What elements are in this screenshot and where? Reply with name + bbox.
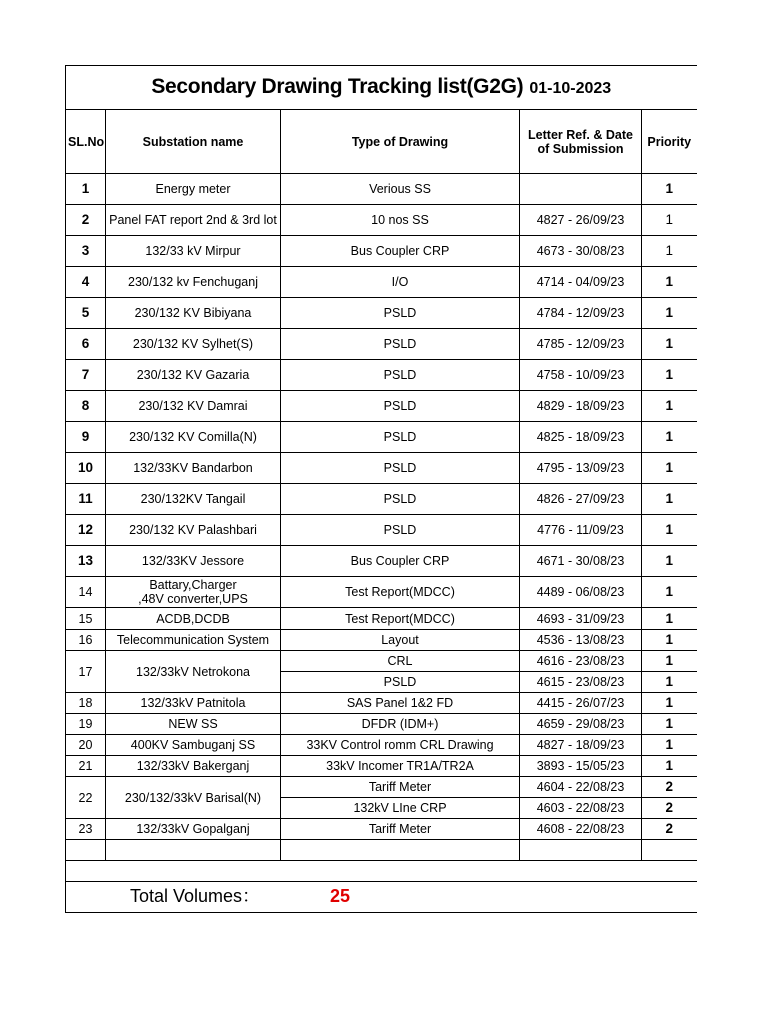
- substation-cell: 132/33kV Gopalganj: [106, 819, 281, 840]
- substation-cell: [106, 577, 281, 608]
- spacer-cell: [66, 861, 697, 882]
- spacer-row: [66, 861, 697, 882]
- priority-cell: 2: [642, 798, 697, 819]
- substation-cell: 132/33kV Netrokona: [106, 651, 281, 693]
- type-cell: Bus Coupler CRP: [281, 546, 520, 577]
- type-cell: PSLD: [281, 329, 520, 360]
- substation-cell: Energy meter: [106, 174, 281, 205]
- table-row: [66, 484, 697, 515]
- empty-cell: [106, 840, 281, 861]
- sl-cell: 4: [66, 267, 106, 298]
- substation-cell: 132/33KV Jessore: [106, 546, 281, 577]
- letter-cell: 4776 - 11/09/23: [520, 515, 642, 546]
- type-cell: PSLD: [281, 484, 520, 515]
- table-row: [66, 819, 697, 840]
- title-date: 01-10-2023: [529, 79, 612, 97]
- letter-cell: 4825 - 18/09/23: [520, 422, 642, 453]
- substation-cell: 230/132 KV Sylhet(S): [106, 329, 281, 360]
- empty-row: [66, 840, 697, 861]
- type-cell: Tariff Meter: [281, 777, 520, 798]
- priority-cell: 1: [642, 484, 697, 515]
- priority-cell: 1: [642, 515, 697, 546]
- type-cell: Tariff Meter: [281, 819, 520, 840]
- priority-cell: 1: [642, 205, 697, 236]
- letter-cell: 4826 - 27/09/23: [520, 484, 642, 515]
- sl-cell: 23: [66, 819, 106, 840]
- substation-cell: 230/132 KV Palashbari: [106, 515, 281, 546]
- priority-cell: 1: [642, 608, 697, 630]
- type-cell: 33kV Incomer TR1A/TR2A: [281, 756, 520, 777]
- total-label: Total Volumes：: [130, 886, 261, 906]
- type-cell: PSLD: [281, 298, 520, 329]
- table-row: [66, 546, 697, 577]
- priority-cell: 1: [642, 651, 697, 672]
- substation-cell: 230/132 kv Fenchuganj: [106, 267, 281, 298]
- type-cell: Layout: [281, 630, 520, 651]
- type-cell: I/O: [281, 267, 520, 298]
- table-row: [66, 205, 697, 236]
- letter-cell: 4603 - 22/08/23: [520, 798, 642, 819]
- letter-cell: 4829 - 18/09/23: [520, 391, 642, 422]
- priority-cell: 1: [642, 360, 697, 391]
- priority-cell: 2: [642, 777, 697, 798]
- header-priority: Priority: [642, 110, 697, 174]
- table-row: [66, 693, 697, 714]
- substation-cell: 132/33kV Patnitola: [106, 693, 281, 714]
- substation-cell: NEW SS: [106, 714, 281, 735]
- letter-cell: 4615 - 23/08/23: [520, 672, 642, 693]
- table-row: [66, 651, 697, 672]
- table-row: [66, 577, 697, 608]
- sl-cell: 14: [66, 577, 106, 608]
- empty-cell: [642, 840, 697, 861]
- table-row: [66, 329, 697, 360]
- tracking-sheet: [65, 65, 696, 913]
- priority-cell: 1: [642, 693, 697, 714]
- letter-cell: 4784 - 12/09/23: [520, 298, 642, 329]
- table-row: [66, 391, 697, 422]
- table-row: [66, 267, 697, 298]
- priority-cell: 1: [642, 714, 697, 735]
- letter-cell: 4795 - 13/09/23: [520, 453, 642, 484]
- sl-cell: 18: [66, 693, 106, 714]
- type-cell: Test Report(MDCC): [281, 577, 520, 608]
- letter-cell: 4604 - 22/08/23: [520, 777, 642, 798]
- priority-cell: 1: [642, 756, 697, 777]
- substation-line: Battary,Charger: [149, 578, 237, 592]
- letter-cell: 4827 - 26/09/23: [520, 205, 642, 236]
- sl-cell: 12: [66, 515, 106, 546]
- sl-cell: 7: [66, 360, 106, 391]
- title-cell: [66, 66, 697, 110]
- table-row: [66, 515, 697, 546]
- sl-cell: 6: [66, 329, 106, 360]
- type-cell: Bus Coupler CRP: [281, 236, 520, 267]
- letter-cell: 4659 - 29/08/23: [520, 714, 642, 735]
- table-row: [66, 735, 697, 756]
- letter-cell: 4489 - 06/08/23: [520, 577, 642, 608]
- type-cell: DFDR (IDM+): [281, 714, 520, 735]
- letter-cell: [520, 174, 642, 205]
- substation-cell: 132/33kV Bakerganj: [106, 756, 281, 777]
- empty-cell: [520, 840, 642, 861]
- substation-cell: ACDB,DCDB: [106, 608, 281, 630]
- priority-cell: 1: [642, 329, 697, 360]
- letter-cell: 4693 - 31/09/23: [520, 608, 642, 630]
- sl-cell: 21: [66, 756, 106, 777]
- table-row: [66, 453, 697, 484]
- sl-cell: 10: [66, 453, 106, 484]
- type-cell: 132kV LIne CRP: [281, 798, 520, 819]
- sl-cell: 11: [66, 484, 106, 515]
- type-cell: PSLD: [281, 391, 520, 422]
- substation-cell: 132/33KV Bandarbon: [106, 453, 281, 484]
- table-row: [66, 360, 697, 391]
- table-row: [66, 630, 697, 651]
- letter-cell: 4608 - 22/08/23: [520, 819, 642, 840]
- substation-line: ,48V converter,UPS: [138, 592, 248, 606]
- type-cell: PSLD: [281, 360, 520, 391]
- letter-cell: 4415 - 26/07/23: [520, 693, 642, 714]
- sl-cell: 8: [66, 391, 106, 422]
- priority-cell: 1: [642, 391, 697, 422]
- letter-cell: 3893 - 15/05/23: [520, 756, 642, 777]
- sl-cell: 9: [66, 422, 106, 453]
- page-title: Secondary Drawing Tracking list(G2G): [151, 74, 524, 98]
- sl-cell: 22: [66, 777, 106, 819]
- table-row: [66, 298, 697, 329]
- priority-cell: 1: [642, 174, 697, 205]
- header-sl: SL.No: [66, 110, 106, 174]
- sl-cell: 2: [66, 205, 106, 236]
- sl-cell: 13: [66, 546, 106, 577]
- letter-cell: 4536 - 13/08/23: [520, 630, 642, 651]
- letter-cell: 4827 - 18/09/23: [520, 735, 642, 756]
- priority-cell: 1: [642, 422, 697, 453]
- table-row: [66, 714, 697, 735]
- type-cell: Test Report(MDCC): [281, 608, 520, 630]
- header-type: Type of Drawing: [281, 110, 520, 174]
- substation-cell: 230/132 KV Comilla(N): [106, 422, 281, 453]
- priority-cell: 1: [642, 298, 697, 329]
- letter-cell: 4673 - 30/08/23: [520, 236, 642, 267]
- letter-cell: 4785 - 12/09/23: [520, 329, 642, 360]
- total-value: 25: [330, 886, 351, 906]
- priority-cell: 1: [642, 546, 697, 577]
- sl-cell: 17: [66, 651, 106, 693]
- type-cell: Verious SS: [281, 174, 520, 205]
- letter-cell: 4714 - 04/09/23: [520, 267, 642, 298]
- substation-cell: Telecommunication System: [106, 630, 281, 651]
- type-cell: PSLD: [281, 515, 520, 546]
- substation-cell: 230/132KV Tangail: [106, 484, 281, 515]
- priority-cell: 1: [642, 453, 697, 484]
- substation-cell: 230/132 KV Bibiyana: [106, 298, 281, 329]
- type-cell: PSLD: [281, 422, 520, 453]
- substation-cell: Panel FAT report 2nd & 3rd lot: [106, 205, 281, 236]
- sl-cell: 16: [66, 630, 106, 651]
- substation-cell: 132/33 kV Mirpur: [106, 236, 281, 267]
- header-substation: Substation name: [106, 110, 281, 174]
- total-cell: [66, 882, 697, 913]
- table-row: [66, 174, 697, 205]
- header-row: [66, 110, 697, 174]
- sl-cell: 3: [66, 236, 106, 267]
- type-cell: PSLD: [281, 453, 520, 484]
- tracking-table: [65, 65, 697, 913]
- type-cell: CRL: [281, 651, 520, 672]
- sl-cell: 5: [66, 298, 106, 329]
- table-row: [66, 777, 697, 798]
- total-row: [66, 882, 697, 913]
- header-letter: Letter Ref. & Date of Submission: [520, 110, 642, 174]
- priority-cell: 1: [642, 577, 697, 608]
- letter-cell: 4616 - 23/08/23: [520, 651, 642, 672]
- type-cell: 33KV Control romm CRL Drawing: [281, 735, 520, 756]
- type-cell: PSLD: [281, 672, 520, 693]
- sl-cell: 20: [66, 735, 106, 756]
- letter-cell: 4671 - 30/08/23: [520, 546, 642, 577]
- table-row: [66, 422, 697, 453]
- sl-cell: 1: [66, 174, 106, 205]
- priority-cell: 1: [642, 630, 697, 651]
- priority-cell: 1: [642, 267, 697, 298]
- substation-cell: 230/132 KV Damrai: [106, 391, 281, 422]
- letter-cell: 4758 - 10/09/23: [520, 360, 642, 391]
- table-row: [66, 608, 697, 630]
- table-row: [66, 756, 697, 777]
- type-cell: SAS Panel 1&2 FD: [281, 693, 520, 714]
- table-row: [66, 236, 697, 267]
- type-cell: 10 nos SS: [281, 205, 520, 236]
- priority-cell: 1: [642, 236, 697, 267]
- sl-cell: 15: [66, 608, 106, 630]
- empty-cell: [281, 840, 520, 861]
- substation-cell: 230/132 KV Gazaria: [106, 360, 281, 391]
- sl-cell: 19: [66, 714, 106, 735]
- empty-cell: [66, 840, 106, 861]
- priority-cell: 1: [642, 672, 697, 693]
- substation-cell: 400KV Sambuganj SS: [106, 735, 281, 756]
- priority-cell: 1: [642, 735, 697, 756]
- substation-cell: 230/132/33kV Barisal(N): [106, 777, 281, 819]
- priority-cell: 2: [642, 819, 697, 840]
